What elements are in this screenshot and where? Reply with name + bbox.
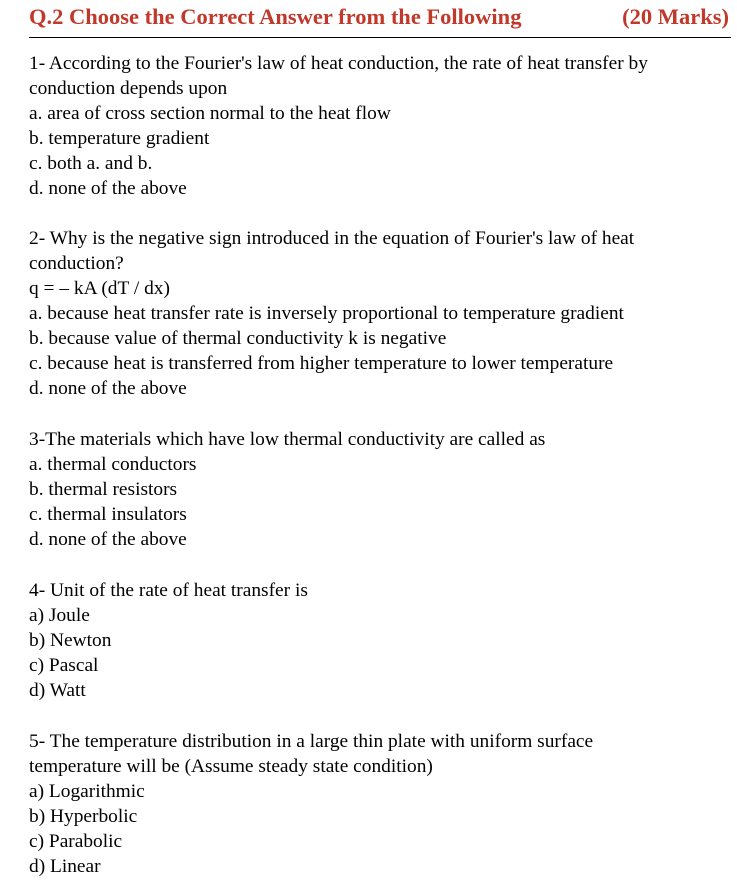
answer-option: b) Newton [29,630,112,651]
answer-option: a. area of cross section normal to the heat flow [29,103,391,124]
question-stem-line: 5- The temperature distribution in a large thin plate with uniform surface [29,731,594,752]
answer-option: b. because value of thermal conductivity k is negative [29,328,447,349]
question-3 [29,427,734,552]
answer-option: c) Pascal [29,655,99,676]
question-stem-line: 2- Why is the negative sign introduced in the equation of Fourier's law of heat [29,228,635,249]
answer-option: b. temperature gradient [29,128,210,149]
answer-option: c. because heat is transferred from higher temperature to lower temperature [29,353,614,374]
question-stem-line: conduction depends upon [29,78,228,99]
question-5 [29,729,734,879]
answer-option: c) Parabolic [29,831,123,852]
answer-option: d. none of the above [29,378,187,399]
answer-option: b. thermal resistors [29,479,178,500]
section-marks: (20 Marks) [622,4,729,29]
question-2 [29,226,734,401]
question-equation: q = – kA (dT / dx) [29,278,170,299]
question-stem-line: 4- Unit of the rate of heat transfer is [29,580,308,601]
answer-option: c. both a. and b. [29,153,153,174]
answer-option: a) Logarithmic [29,781,145,802]
answer-option: a) Joule [29,605,90,626]
answer-option: d. none of the above [29,178,187,199]
question-stem-line: 1- According to the Fourier's law of heat conduction, the rate of heat transfer by [29,53,648,74]
answer-option: b) Hyperbolic [29,806,138,827]
answer-option: d) Linear [29,856,101,877]
answer-option: d) Watt [29,680,86,701]
section-title: Q.2 Choose the Correct Answer from the Following [29,4,522,29]
answer-option: a. thermal conductors [29,454,197,475]
answer-option: a. because heat transfer rate is inversely proportional to temperature gradient [29,303,624,324]
question-4 [29,578,734,703]
question-stem-line: 3-The materials which have low thermal conductivity are called as [29,429,546,450]
question-1 [29,51,734,201]
answer-option: d. none of the above [29,529,187,550]
question-stem-line: temperature will be (Assume steady state condition) [29,756,433,777]
header-divider [29,37,731,38]
section-header [29,1,729,33]
question-stem-line: conduction? [29,253,124,274]
answer-option: c. thermal insulators [29,504,187,525]
